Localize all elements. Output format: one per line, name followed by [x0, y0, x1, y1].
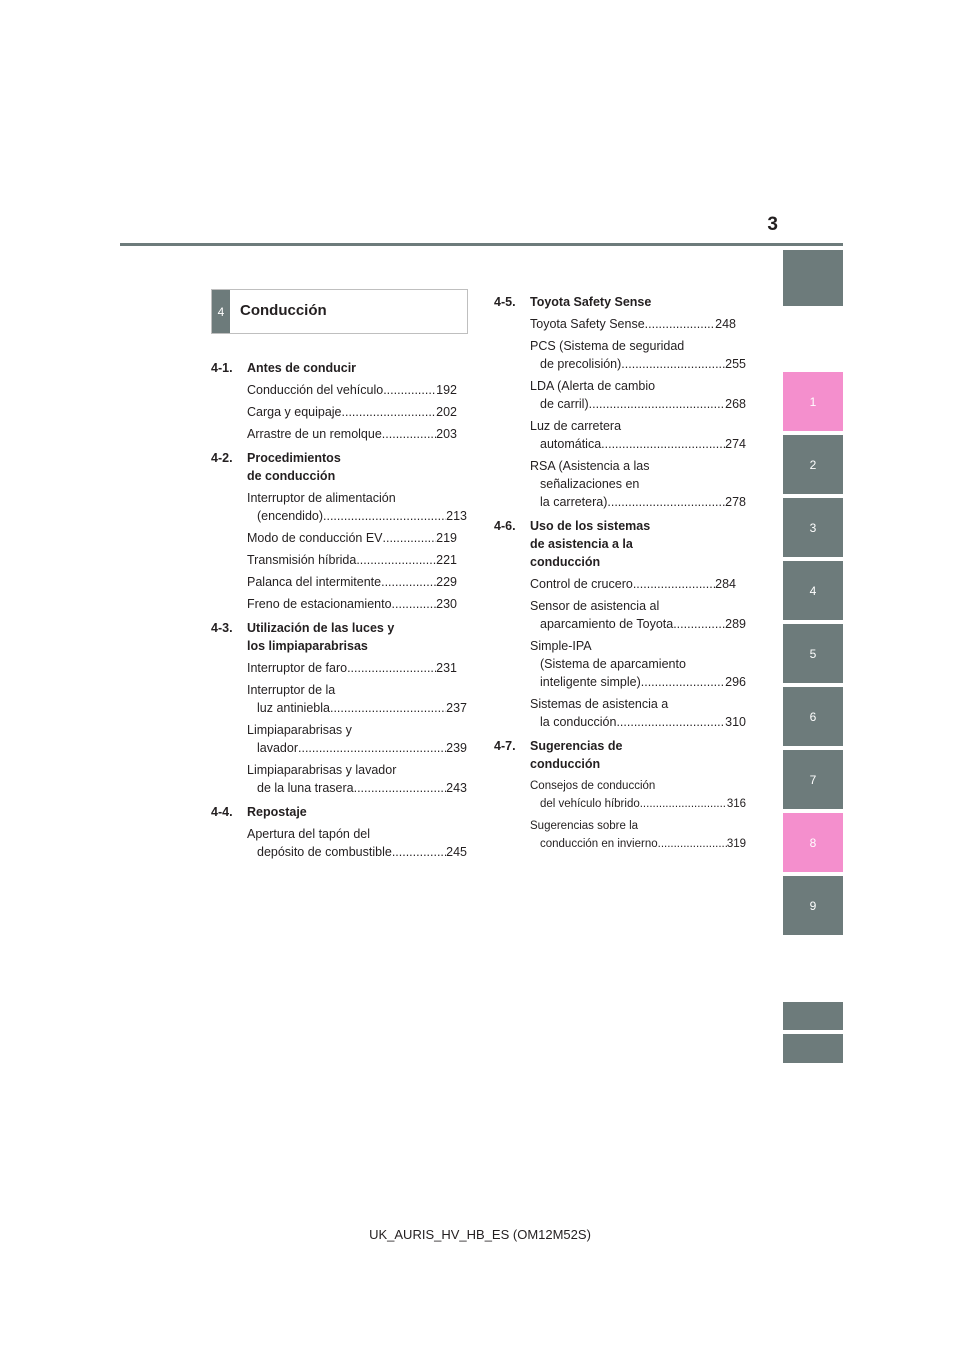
- toc-entry-title: Luz de carretera: [530, 419, 622, 433]
- toc-page-number: 243: [446, 781, 467, 795]
- dot-leader: [673, 615, 725, 633]
- toc-entry-title: Consejos de conducción: [530, 780, 656, 792]
- section-title: conducción: [530, 757, 601, 771]
- toc-entry[interactable]: [211, 595, 471, 613]
- section-title: de conducción: [247, 469, 336, 483]
- toc-page-number: 213: [446, 509, 467, 523]
- toc-entry[interactable]: [494, 695, 754, 731]
- toc-entry-title: Modo de conducción EV: [247, 531, 383, 545]
- toc-entry-title: Arrastre de un remolque: [247, 427, 382, 441]
- toc-page-number: 202: [436, 405, 457, 419]
- toc-page-number: 278: [725, 495, 746, 509]
- section-title: Utilización de las luces y: [247, 621, 395, 635]
- toc-page-number: 203: [436, 427, 457, 441]
- toc-entry[interactable]: [494, 417, 754, 453]
- toc-page-number: 219: [436, 531, 457, 545]
- dot-leader: [641, 673, 725, 691]
- chapter-tab-blank[interactable]: [783, 250, 843, 306]
- dot-leader: [621, 355, 725, 373]
- toc-entry[interactable]: [211, 573, 471, 591]
- section-heading: [211, 619, 471, 655]
- dot-leader: [392, 843, 446, 861]
- toc-entry[interactable]: [211, 659, 471, 677]
- section-title: de asistencia a la: [530, 537, 633, 551]
- toc-page-number: 231: [436, 661, 457, 675]
- chapter-tab-blank[interactable]: [783, 1002, 843, 1030]
- toc-page-number: 230: [436, 597, 457, 611]
- section-number: 4-2.: [211, 451, 233, 465]
- toc-page-number: 319: [726, 838, 746, 850]
- section-heading: [211, 359, 471, 377]
- toc-entry[interactable]: [211, 761, 471, 797]
- toc-entry[interactable]: [211, 721, 471, 757]
- toc-entry[interactable]: [494, 637, 754, 691]
- section-number: 4-1.: [211, 361, 233, 375]
- toc-entry-title: (encendido): [257, 509, 324, 523]
- toc-entry-title: Interruptor de faro: [247, 661, 348, 675]
- toc-entry-title: Limpiaparabrisas y lavador: [247, 763, 397, 777]
- toc-entry-title: la carretera): [540, 495, 608, 509]
- toc-entry[interactable]: [211, 825, 471, 861]
- toc-entry-title: Conducción del vehículo: [247, 383, 384, 397]
- toc-entry-title: inteligente simple): [540, 675, 641, 689]
- section-title: Procedimientos: [247, 451, 341, 465]
- toc-entry[interactable]: [211, 403, 471, 421]
- chapter-number-badge: 4: [212, 290, 230, 333]
- toc-entry-title: Sistemas de asistencia a: [530, 697, 669, 711]
- dot-leader: [645, 315, 715, 333]
- toc-entry-title: depósito de combustible: [257, 845, 392, 859]
- section-number: 4-7.: [494, 739, 516, 753]
- toc-entry-title: Sensor de asistencia al: [530, 599, 660, 613]
- toc-entry[interactable]: [211, 425, 471, 443]
- toc-entry-title: Freno de estacionamiento: [247, 597, 392, 611]
- dot-leader: [658, 835, 727, 853]
- section-title: Uso de los sistemas: [530, 519, 651, 533]
- dot-leader: [633, 575, 715, 593]
- toc-entry-title: Sugerencias sobre la: [530, 820, 639, 832]
- dot-leader: [383, 381, 436, 399]
- chapter-tab-2[interactable]: 2: [783, 435, 843, 494]
- header-rule: [120, 243, 843, 246]
- toc-entry-title: Control de crucero: [530, 577, 633, 591]
- section-number: 4-3.: [211, 621, 233, 635]
- toc-entry-title: Palanca del intermitente: [247, 575, 382, 589]
- toc-entry-title: señalizaciones en: [540, 477, 640, 491]
- toc-entry-title: del vehículo híbrido: [540, 798, 640, 810]
- toc-page-number: 268: [725, 397, 746, 411]
- toc-entry[interactable]: [494, 337, 754, 373]
- section-number: 4-6.: [494, 519, 516, 533]
- toc-entry-title: RSA (Asistencia a las: [530, 459, 650, 473]
- toc-entry-title: Interruptor de la: [247, 683, 336, 697]
- section-heading: [494, 517, 754, 571]
- toc-entry-title: automática: [540, 437, 602, 451]
- toc-left-column: [211, 353, 471, 861]
- chapter-tab-3[interactable]: 3: [783, 498, 843, 557]
- section-title: Sugerencias de: [530, 739, 623, 753]
- toc-entry-title: Limpiaparabrisas y: [247, 723, 352, 737]
- toc-right-column: [494, 287, 754, 853]
- toc-page-number: 221: [436, 553, 457, 567]
- page-number: 3: [767, 214, 778, 235]
- toc-entry-title: luz antiniebla: [257, 701, 330, 715]
- dot-leader: [383, 529, 437, 547]
- toc-entry-title: Interruptor de alimentación: [247, 491, 396, 505]
- toc-entry-title: LDA (Alerta de cambio: [530, 379, 656, 393]
- toc-entry-title: de precolisión): [540, 357, 622, 371]
- section-heading: [494, 293, 754, 311]
- toc-entry-title: de carril): [540, 397, 589, 411]
- toc-entry[interactable]: [494, 817, 754, 853]
- chapter-tab-5[interactable]: 5: [783, 624, 843, 683]
- dot-leader: [298, 739, 446, 757]
- toc-page-number: 239: [446, 741, 467, 755]
- chapter-tab-6[interactable]: 6: [783, 687, 843, 746]
- dot-leader: [616, 713, 725, 731]
- section-title: Antes de conducir: [247, 361, 357, 375]
- toc-page-number: 229: [436, 575, 457, 589]
- section-number: 4-4.: [211, 805, 233, 819]
- toc-page-number: 284: [715, 577, 736, 591]
- toc-entry[interactable]: [494, 377, 754, 413]
- toc-entry[interactable]: [211, 551, 471, 569]
- toc-entry[interactable]: [211, 529, 471, 547]
- toc-page-number: 296: [725, 675, 746, 689]
- toc-page-number: 289: [725, 617, 746, 631]
- chapter-heading: [211, 289, 468, 334]
- dot-leader: [601, 435, 725, 453]
- dot-leader: [323, 507, 446, 525]
- toc-page-number: 248: [715, 317, 736, 331]
- chapter-tab-8[interactable]: 8: [783, 813, 843, 872]
- toc-page-number: 316: [726, 798, 746, 810]
- toc-page-number: 255: [725, 357, 746, 371]
- toc-entry-title: Toyota Safety Sense: [530, 317, 645, 331]
- toc-entry-title: de la luna trasera: [257, 781, 354, 795]
- section-heading: [211, 803, 471, 821]
- section-number: 4-5.: [494, 295, 516, 309]
- chapter-tab-1[interactable]: 1: [783, 372, 843, 431]
- toc-entry[interactable]: [494, 315, 754, 333]
- dot-leader: [330, 699, 446, 717]
- toc-entry-title: Transmisión híbrida: [247, 553, 357, 567]
- dot-leader: [607, 493, 725, 511]
- toc-entry-title: la conducción: [540, 715, 617, 729]
- toc-entry-title: conducción en invierno: [540, 838, 658, 850]
- chapter-tab-blank[interactable]: [783, 1034, 843, 1063]
- chapter-title: Conducción: [240, 302, 327, 319]
- dot-leader: [382, 425, 436, 443]
- dot-leader: [347, 659, 436, 677]
- document-code-footer: UK_AURIS_HV_HB_ES (OM12M52S): [369, 1227, 591, 1242]
- toc-entry[interactable]: [211, 489, 471, 525]
- toc-page-number: 245: [446, 845, 467, 859]
- toc-entry-title: Apertura del tapón del: [247, 827, 371, 841]
- dot-leader: [342, 403, 437, 421]
- dot-leader: [356, 551, 436, 569]
- dot-leader: [589, 395, 726, 413]
- toc-entry[interactable]: [211, 381, 471, 399]
- toc-page-number: 192: [436, 383, 457, 397]
- toc-entry-title: PCS (Sistema de seguridad: [530, 339, 685, 353]
- section-title: Repostaje: [247, 805, 307, 819]
- toc-entry[interactable]: [494, 777, 754, 813]
- toc-page-number: 237: [446, 701, 467, 715]
- toc-page-number: 310: [725, 715, 746, 729]
- dot-leader: [392, 595, 437, 613]
- section-title: los limpiaparabrisas: [247, 639, 368, 653]
- toc-entry-title: Carga y equipaje: [247, 405, 342, 419]
- section-heading: [211, 449, 471, 485]
- dot-leader: [640, 795, 727, 813]
- toc-entry-title: lavador: [257, 741, 298, 755]
- toc-entry[interactable]: [211, 681, 471, 717]
- chapter-tab-7[interactable]: 7: [783, 750, 843, 809]
- toc-entry[interactable]: [494, 597, 754, 633]
- section-title: conducción: [530, 555, 601, 569]
- toc-entry-title: Simple-IPA: [530, 639, 592, 653]
- toc-entry[interactable]: [494, 457, 754, 511]
- chapter-tab-4[interactable]: 4: [783, 561, 843, 620]
- toc-page-number: 274: [725, 437, 746, 451]
- toc-entry-title: (Sistema de aparcamiento: [540, 657, 686, 671]
- dot-leader: [354, 779, 447, 797]
- section-heading: [494, 737, 754, 773]
- section-title: Toyota Safety Sense: [530, 295, 652, 309]
- chapter-tab-9[interactable]: 9: [783, 876, 843, 935]
- toc-entry[interactable]: [494, 575, 754, 593]
- toc-entry-title: aparcamiento de Toyota: [540, 617, 674, 631]
- dot-leader: [381, 573, 436, 591]
